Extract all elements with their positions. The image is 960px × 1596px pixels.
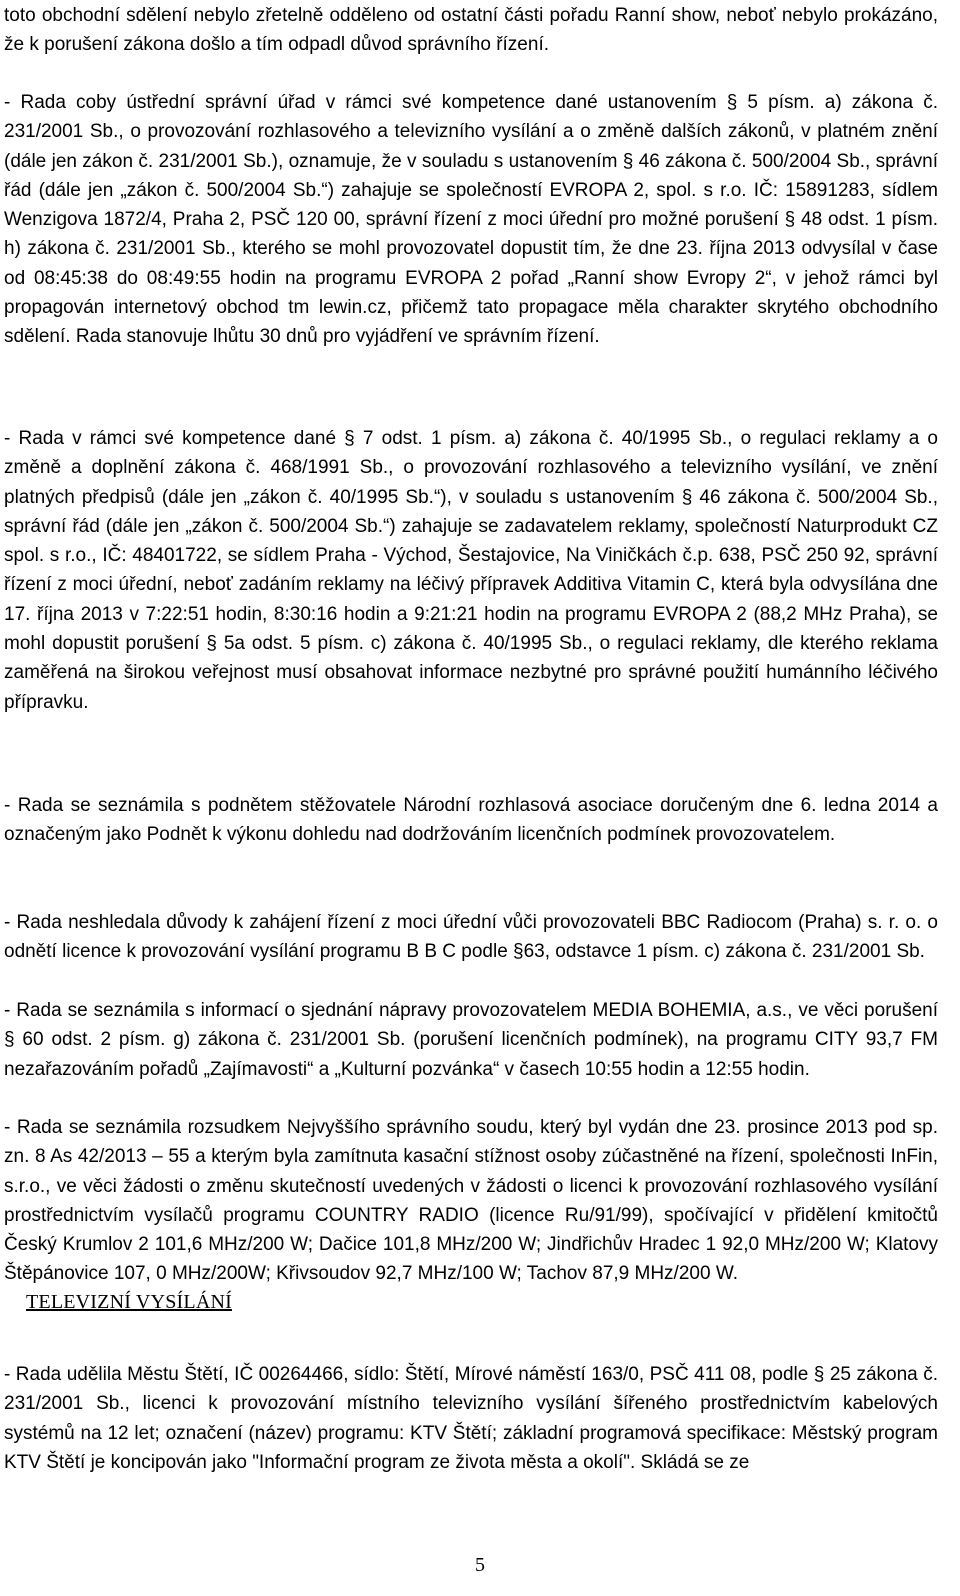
paragraph-complaint-nra: - Rada se seznámila s podnětem stěžovatele Národní rozhlasová asociace doručeným dne 6. ledna 2014 a označeným jako Podnět k výkonu dohledu nad dodržováním licenčních podmínek provozovatelem. xyxy=(4,795,938,846)
paragraph-naturprodukt-proceeding: - Rada v rámci své kompetence dané § 7 odst. 1 písm. a) zákona č. 40/1995 Sb., o regulaci reklamy a o změně a doplnění zákona č. 468/1991 Sb., o provozování rozhlasového a televizního vysílání, ve znění platných předpisů (dále jen „zákon č. 40/1995 Sb.“), v souladu s ustanovením § 46 zákona č. 500/2004 Sb., správní řád (dále jen „zákon č. 500/2004 Sb.“) zahajuje se zadavatelem reklamy, společností Naturprodukt CZ spol. s r.o., IČ: 48401722, se sídlem Praha - Východ, Šestajovice, Na Viničkách č.p. 638, PSČ 250 92, správní řízení z moci úřední, neboť zadáním reklamy na léčivý přípravek Additiva Vitamin C, která byla odvysílána dne 17. října 2013 v 7:22:51 hodin, 8:30:16 hodin a 9:21:21 hodin na programu EVROPA 2 (88,2 MHz Praha), se mohl dopustit porušení § 5a odst. 5 písm. c) zákona č. 40/1995 Sb., o regulaci reklamy, dle kterého reklama zaměřená na širokou veřejnost musí obsahovat informace nezbytné pro správné použití humánního léčivého přípravku. xyxy=(4,428,938,713)
section-heading-television: TELEVIZNÍ VYSÍLÁNÍ xyxy=(26,1291,232,1313)
paragraph-nss-judgment: - Rada se seznámila rozsudkem Nejvyššího správního soudu, který byl vydán dne 23. prosince 2013 pod sp. zn. 8 As 42/2013 – 55 a kterým byla zamítnuta kasační stížnost osoby zúčastněné na řízení, společnosti InFin, s.r.o., ve věci žádosti o změnu skutečností uvedených v žádosti o licenci k provozování rozhlasového vysílání prostřednictvím vysílačů programu COUNTRY RADIO (licence Ru/91/99), spočívající v přidělení kmitočtů Český Krumlov 2 101,6 MHz/200 W; Dačice 101,8 MHz/200 W; Jindřichův Hradec 1 92,0 MHz/200 W; Klatovy Štěpánovice 107, 0 MHz/200W; Křivsoudov 92,7 MHz/100 W; Tachov 87,9 MHz/200 W. xyxy=(4,1117,938,1285)
paragraph-media-bohemia: - Rada se seznámila s informací o sjednání nápravy provozovatelem MEDIA BOHEMIA, a.s., ve věci porušení § 60 odst. 2 písm. g) zákona č. 231/2001 Sb. (porušení licenčních podmínek), na programu CITY 93,7 FM nezařazováním pořadů „Zajímavosti“ a „Kulturní pozvánka“ v časech 10:55 hodin a 12:55 hodin. xyxy=(4,1000,938,1080)
paragraph-mesto-steti-license: - Rada udělila Městu Štětí, IČ 00264466, sídlo: Štětí, Mírové náměstí 163/0, PSČ 411 08, podle § 25 zákona č. 231/2001 Sb., licenci k provozování místního televizního vysílání šířeného prostřednictvím kabelových systémů na 12 let; označení (název) programu: KTV Štětí; základní programová specifikace: Městský program KTV Štětí je koncipován jako "Informační program ze života města a okolí". Skládá se ze xyxy=(4,1364,938,1473)
paragraph-bbc-radiocom: - Rada neshledala důvody k zahájení řízení z moci úřední vůči provozovateli BBC Radiocom (Praha) s. r. o. o odnětí licence k provozování vysílání programu B B C podle §63, odstavce 1 písm. c) zákona č. 231/2001 Sb. xyxy=(4,912,938,963)
page-number: 5 xyxy=(475,1554,485,1576)
paragraph-evropa-continuation: toto obchodní sdělení nebylo zřetelně odděleno od ostatní části pořadu Ranní show, neboť nebylo prokázáno, že k porušení zákona došlo a tím odpadl důvod správního řízení. xyxy=(4,5,938,56)
paragraph-evropa2-proceeding: - Rada coby ústřední správní úřad v rámci své kompetence dané ustanovením § 5 písm. a) zákona č. 231/2001 Sb., o provozování rozhlasového a televizního vysílání a o změně dalších zákonů, v platném znění (dále jen zákon č. 231/2001 Sb.), oznamuje, že v souladu s ustanovením § 46 zákona č. 500/2004 Sb., správní řád (dále jen „zákon č. 500/2004 Sb.“) zahajuje se společností EVROPA 2, spol. s r.o. IČ: 15891283, sídlem Wenzigova 1872/4, Praha 2, PSČ 120 00, správní řízení z moci úřední pro možné porušení § 48 odst. 1 písm. h) zákona č. 231/2001 Sb., kterého se mohl provozovatel dopustit tím, že dne 23. října 2013 odvysílal v čase od 08:45:38 do 08:49:55 hodin na programu EVROPA 2 pořad „Ranní show Evropy 2“, v jehož rámci byl propagován internetový obchod tm lewin.cz, přičemž tato propagace měla charakter skrytého obchodního sdělení. Rada stanovuje lhůtu 30 dnů pro vyjádření ve správním řízení. xyxy=(4,92,938,348)
